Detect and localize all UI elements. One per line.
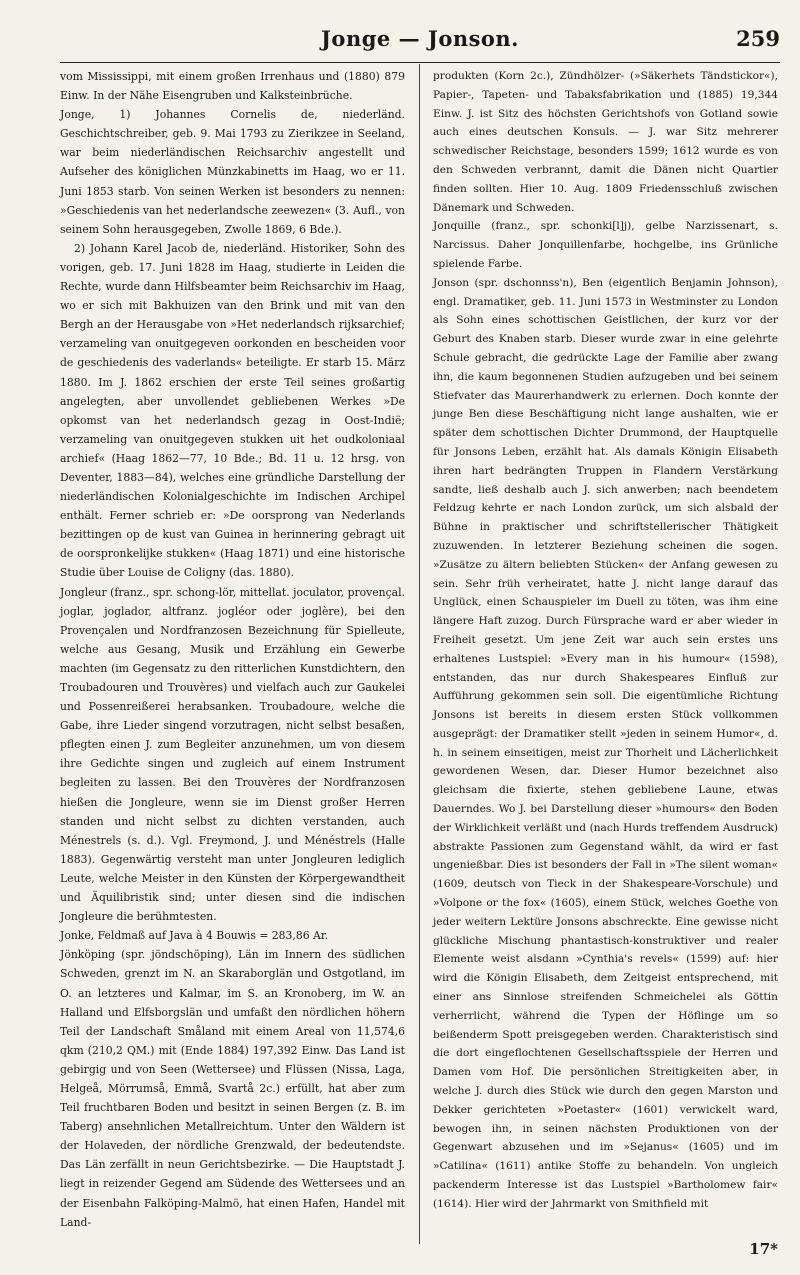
entry-jonge-1: Jonge, 1) Johannes Cornelis de, niederländ. Geschichtschreiber, geb. 9. Mai 1793 zu Zierikzee in Seeland, war beim niederländischen Reichsarchiv angestellt und Aufseher des königlichen Münzkabinetts im Haag, wo er 11. Juni 1853 starb. Von seinen Werken ist besonders zu nennen: »Geschiedenis van het nederlandsche zeewezen« (3. Aufl., von seinem Sohn herausgegeben, Zwolle 1869, 6 Bde.). [60, 108, 405, 236]
entry-jonson: Jonson (spr. dschonnss'n), Ben (eigentlich Benjamin Johnson), engl. Dramatiker, geb. 11. Juni 1573 in Westminster zu London als Sohn eines schottischen Geistlichen, der kurz vor der Geburt des Knaben starb. Dieser wurde zwar in eine gelehrte Schule gebracht, die gedrückte Lage der Familie aber zwang ihn, die kaum begonnenen Studien aufzugeben und bei seinem Stiefvater das Maurerhandwerk zu erlernen. Doch konnte der junge Ben diese Beschäftigung nicht lange aushalten, wie er später dem schottischen Dichter Drummond, der Hauptquelle für Jonsons Leben, erzählt hat. Als damals Königin Elisabeth ihren hart bedrängten Truppen in Flandern Verstärkung sandte, ließ deshalb auch J. sich anwerben; nach beendetem Feldzug kehrte er nach London zurück, um sich alsbald der Bühne in praktischer und schriftstellerischer Thätigkeit zuzuwenden. In letzterer Beziehung scheinen die sogen. »Zusätze zu ältern beliebten Stücken« der Anfang gewesen zu sein. Sehr früh verheiratet, hatte J. nicht lange darauf das Unglück, einen Schauspieler im Duell zu töten, was ihm eine längere Haft zuzog. Durch Fürsprache ward er aber wieder in Freiheit gesetzt. Um jene Zeit war auch sein erstes uns erhaltenes Lustspiel: »Every man in his humour« (1598), entstanden, das nur durch Shakespeares Einfluß zur Aufführung gekommen sein soll. Die eigentümliche Richtung Jonsons ist bereits in diesem ersten Stück vollkommen ausgeprägt: der Dramatiker stellt »jeden in seinem Humor«, d. h. in seinem einseitigen, meist zur Thorheit und Lächerlichkeit gewordenen Wesen, dar. Dieser Humor bezeichnet also gleichsam die fixierte, stehen gebliebene Laune, etwas Dauerndes. Wo J. bei Darstellung dieser »humours« den Boden der Wirklichkeit verläßt und (nach Hurds treffendem Ausdruck) abstrakte Passionen zum Gegenstand wählt, da wird er fast ungenießbar. Dies ist besonders der Fall in »The silent woman« (1609, deutsch von Tieck in der Shakespeare-Vorschule) und »Volpone or the fox« (1605), einem Stück, welches Goethe von jeder weitern Lektüre Jonsons abschreckte. Eine gewisse nicht glückliche Mischung phantastisch-konstruktiver und realer Elemente weist alsdann »Cynthia's revels« (1599) auf: hier wird die Königin Elisabeth, dem Zeitgeist entsprechend, mit einer ans Sinnlose streifenden Schmeichelei als Göttin verherrlicht, während die Typen der Höflinge um so beißenderm Spott preisgegeben werden. Charakteristisch sind die dort eingeflochtenen Gesellschaftsspiele der Herren und Damen vom Hof. Die persönlichen Streitigkeiten aber, in welche J. durch dies Stück wie durch den gegen Marston und Dekker gerichteten »Poetaster« (1601) verwickelt ward, bewogen ihn, in seinen nächsten Produktionen von der Gegenwart abzusehen und im »Sejanus« (1605) und im »Catilina« (1611) antike Stoffe zu behandeln. Von ungleich packenderm Interesse ist das Lustspiel »Bartholomew fair« (1614). Hier wird der Jahrmarkt von Smithfield mit [433, 276, 778, 1210]
entry-jonquille: Jonquille (franz., spr. schonki[l]j), gelbe Narzissenart, s. Narcissus. Daher Jonquillenfarbe, hochgelbe, ins Grünliche spielende Farbe. [433, 220, 778, 270]
entry-jonge-2: 2) Johann Karel Jacob de, niederländ. Historiker, Sohn des vorigen, geb. 17. Juni 1828 im Haag, studierte in Leiden die Rechte, wurde dann Hilfsbeamter beim Reichsarchiv im Haag, wo er sich mit Bakhuizen van den Brink und mit van den Bergh an der Herausgabe von »Het nederlandsch rijksarchief; verzameling van onuitgegeven oorkonden en bescheiden voor de geschiedenis des vaderlands« beteiligte. Er starb 15. März 1880. Im J. 1862 erschien der erste Teil seines großartig angelegten, aber unvollendet gebliebenen Werkes »De opkomst van het nederlandsch gezag in Oost-Indië; verzameling van onuitgegeven stukken uit het oudkoloniaal archief« (Haag 1862—77, 10 Bde.; Bd. 11 u. 12 hrsg. von Deventer, 1883—84), welches eine gründliche Darstellung der niederländischen Kolonialgeschichte im Indischen Archipel enthält. Ferner schrieb er: »De oorsprong van Nederlands bezittingen op de kust van Guinea in herinnering gebragt uit de oorspronkelijke stukken« (Haag 1871) und eine historische Studie über Louise de Coligny (das. 1880). [60, 241, 405, 580]
entry-jongleur: Jongleur (franz., spr. schong-lör, mittellat. joculator, provençal. joglar, joglador, altfranz. jogléor oder joglère), bei den Provençalen und Nordfranzosen Bezeichnung für Spielleute, welche aus Gesang, Musik und Erzählung ein Gewerbe machten (im Gegensatz zu den ritterlichen Kunstdichtern, den Troubadouren und Trouvères) und vielfach auch zur Gaukelei und Possenreißerei herabsanken. Troubadoure, welche die Gabe, ihre Lieder singend vorzutragen, nicht selbst besaßen, pflegten einen J. zum Begleiter anzunehmen, um von diesem ihre Gedichte singen und zugleich auf einem Instrument begleiten zu lassen. Bei den Trouvères der Nordfranzosen hießen die Jongleure, wenn sie im Dienst großer Herren standen und nicht selbst zu dichten verstanden, auch Ménestrels (s. d.). Vgl. Freymond, J. und Ménéstrels (Halle 1883). Gegenwärtig versteht man unter Jongleuren lediglich Leute, welche Meister in den Künsten der Körpergewandtheit und Äquilibristik sind; unter diesen sind die indischen Jongleure die berühmtesten. [60, 585, 405, 924]
paragraph: vom Mississippi, mit einem großen Irrenhaus und (1880) 879 Einw. In der Nähe Eisengruben und Kalksteinbrüche. [60, 70, 405, 103]
right-column [433, 67, 778, 1214]
page-number: 259 [736, 26, 780, 51]
entry-joenkoeping: Jönköping (spr. jöndschöping), Län im Innern des südlichen Schweden, grenzt im N. an Skaraborglän und Ostgotland, im O. an letzteres und Kalmar, im S. an Kronoberg, im W. an Halland und Elfsborgslän und umfaßt den nördlichen höhern Teil der Landschaft Småland mit einem Areal von 11,574,6 qkm (210,2 QM.) mit (Ende 1884) 197,392 Einw. Das Land ist gebirgig und von Seen (Wettersee) und Flüssen (Nissa, Laga, Helgeå, Mörrumså, Emmå, Svartå 2c.) erfüllt, hat aber zum Teil fruchtbaren Boden und besitzt in seinen Bergen (z. B. im Taberg) ansehnlichen Metallreichtum. Unter den Wäldern ist der Holaveden, der nördliche Grenzwald, der bedeutendste. Das Län zerfällt in neun Gerichtsbezirke. — Die Hauptstadt J. liegt in reizender Gegend am Südende des Wettersees und an der Eisenbahn Falköping-Malmö, hat einen Hafen, Handel mit Land- [60, 948, 405, 1229]
page-header [60, 26, 780, 58]
column-divider [419, 64, 420, 1244]
paragraph: produkten (Korn 2c.), Zündhölzer- (»Säkerhets Tändstickor«), Papier-, Tapeten- und Tabaksfabrikation und (1885) 19,344 Einw. J. ist Sitz des höchsten Gerichtshofs von Gotland sowie auch eines deutschen Konsuls. — J. war Sitz mehrerer schwedischer Reichstage, besonders 1599; 1612 wurde es von den Schweden verbrannt, damit die Dänen nicht Quartier finden sollten. Hier 10. Aug. 1809 Friedensschluß zwischen Dänemark und Schweden. [433, 70, 778, 214]
left-column [60, 67, 405, 1232]
running-title: Jonge — Jonson. [321, 26, 519, 51]
signature-mark: 17* [749, 1240, 778, 1258]
header-rule [60, 62, 780, 63]
entry-jonke: Jonke, Feldmaß auf Java à 4 Bouwis = 283,86 Ar. [60, 929, 329, 943]
